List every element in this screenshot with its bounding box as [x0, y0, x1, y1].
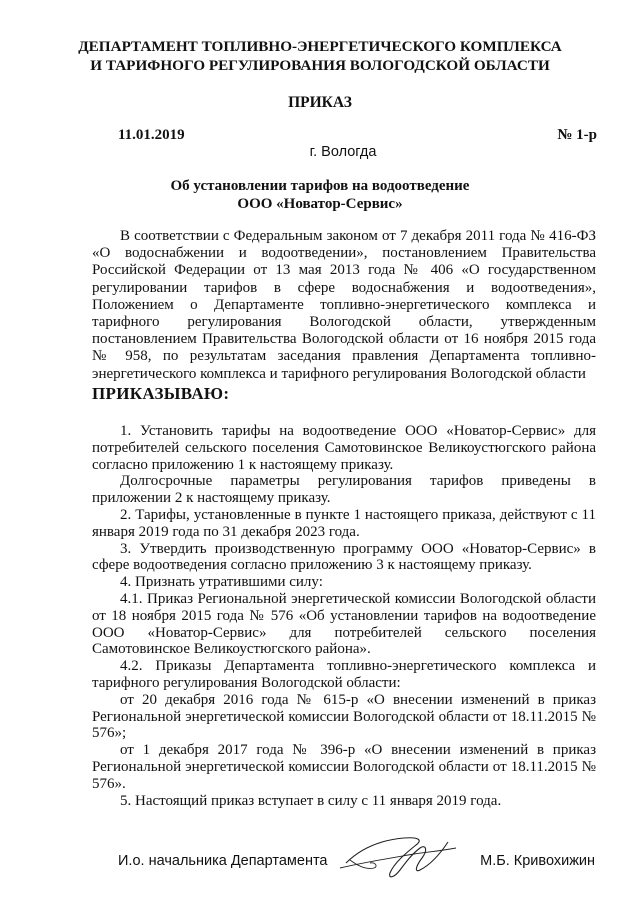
- subject-line-1: Об установлении тарифов на водоотведение: [170, 178, 470, 194]
- document-city: г. Вологда: [309, 144, 377, 160]
- order-item-1-note: Долгосрочные параметры регулирования тарифов приведены в приложении 2 к настоящему приказу.: [92, 473, 596, 507]
- department-name-line-1: ДЕПАРТАМЕНТ ТОПЛИВНО-ЭНЕРГЕТИЧЕСКОГО КОМПЛЕКСА: [78, 38, 562, 55]
- order-item-4-2-a: от 20 декабря 2016 года № 615-р «О внесении изменений в приказ Региональной энергетической комиссии Вологодской области от 18.11.2015 № 576»;: [92, 691, 596, 742]
- order-item-3: 3. Утвердить производственную программу ООО «Новатор-Сервис» в сфере водоотведения согласно приложению 3 к настоящему приказу.: [92, 540, 596, 574]
- preamble-paragraph: В соответствии с Федеральным законом от 7 декабря 2011 года № 416-ФЗ «О водоснабжении и водоотведении», постановлением Правительства Российской Федерации от 13 мая 2013 года № 406 «О государственном регулировании тарифов в сфере водоснабжения и водоотведения», Положением о Департаменте топливно-энергетического комплекса и тарифного регулирования Вологодской области, утвержденным постановлением Правительства Вологодской области от 16 ноября 2015 года № 958, по результатам заседания правления Департамента топливно-энергетического комплекса и тарифного регулирования Вологодской области: [92, 228, 596, 382]
- order-item-4-2-b: от 1 декабря 2017 года № 396-р «О внесении изменений в приказ Региональной энергетической комиссии Вологодской области от 18.11.2015 № 576».: [92, 742, 596, 792]
- order-item-4-1: 4.1. Приказ Региональной энергетической комиссии Вологодской области от 18 ноября 2015 года № 576 «Об установлении тарифов на водоотведение ООО «Новатор-Сервис» для потребителей сельского поселения Самотовинское Великоустюгского района».: [92, 590, 596, 658]
- document-date: 11.01.2019: [118, 127, 185, 143]
- document-type: ПРИКАЗ: [288, 94, 352, 111]
- order-item-2: 2. Тарифы, установленные в пункте 1 настоящего приказа, действуют с 11 января 2019 года по 31 декабря 2023 года.: [92, 506, 596, 540]
- signer-title: И.о. начальника Департамента: [118, 853, 328, 869]
- subject-line-2: ООО «Новатор-Сервис»: [237, 196, 403, 212]
- order-item-4-2: 4.2. Приказы Департамента топливно-энергетического комплекса и тарифного регулирования Вологодской области:: [92, 658, 596, 691]
- document-number: № 1-р: [557, 127, 597, 143]
- order-item-5: 5. Настоящий приказ вступает в силу с 11 января 2019 года.: [120, 792, 502, 809]
- order-item-4: 4. Признать утратившими силу:: [120, 574, 323, 591]
- signer-name: М.Б. Кривохижин: [480, 853, 595, 869]
- order-item-1: 1. Установить тарифы на водоотведение ООО «Новатор-Сервис» для потребителей сельского поселения Самотовинское Великоустюгского района согласно приложению 1 к настоящему приказу.: [92, 423, 596, 473]
- handwritten-signature: [336, 818, 466, 888]
- order-items: [92, 423, 596, 809]
- decree-word: ПРИКАЗЫВАЮ:: [92, 384, 230, 403]
- department-name-line-2: И ТАРИФНОГО РЕГУЛИРОВАНИЯ ВОЛОГОДСКОЙ ОБЛАСТИ: [90, 57, 550, 74]
